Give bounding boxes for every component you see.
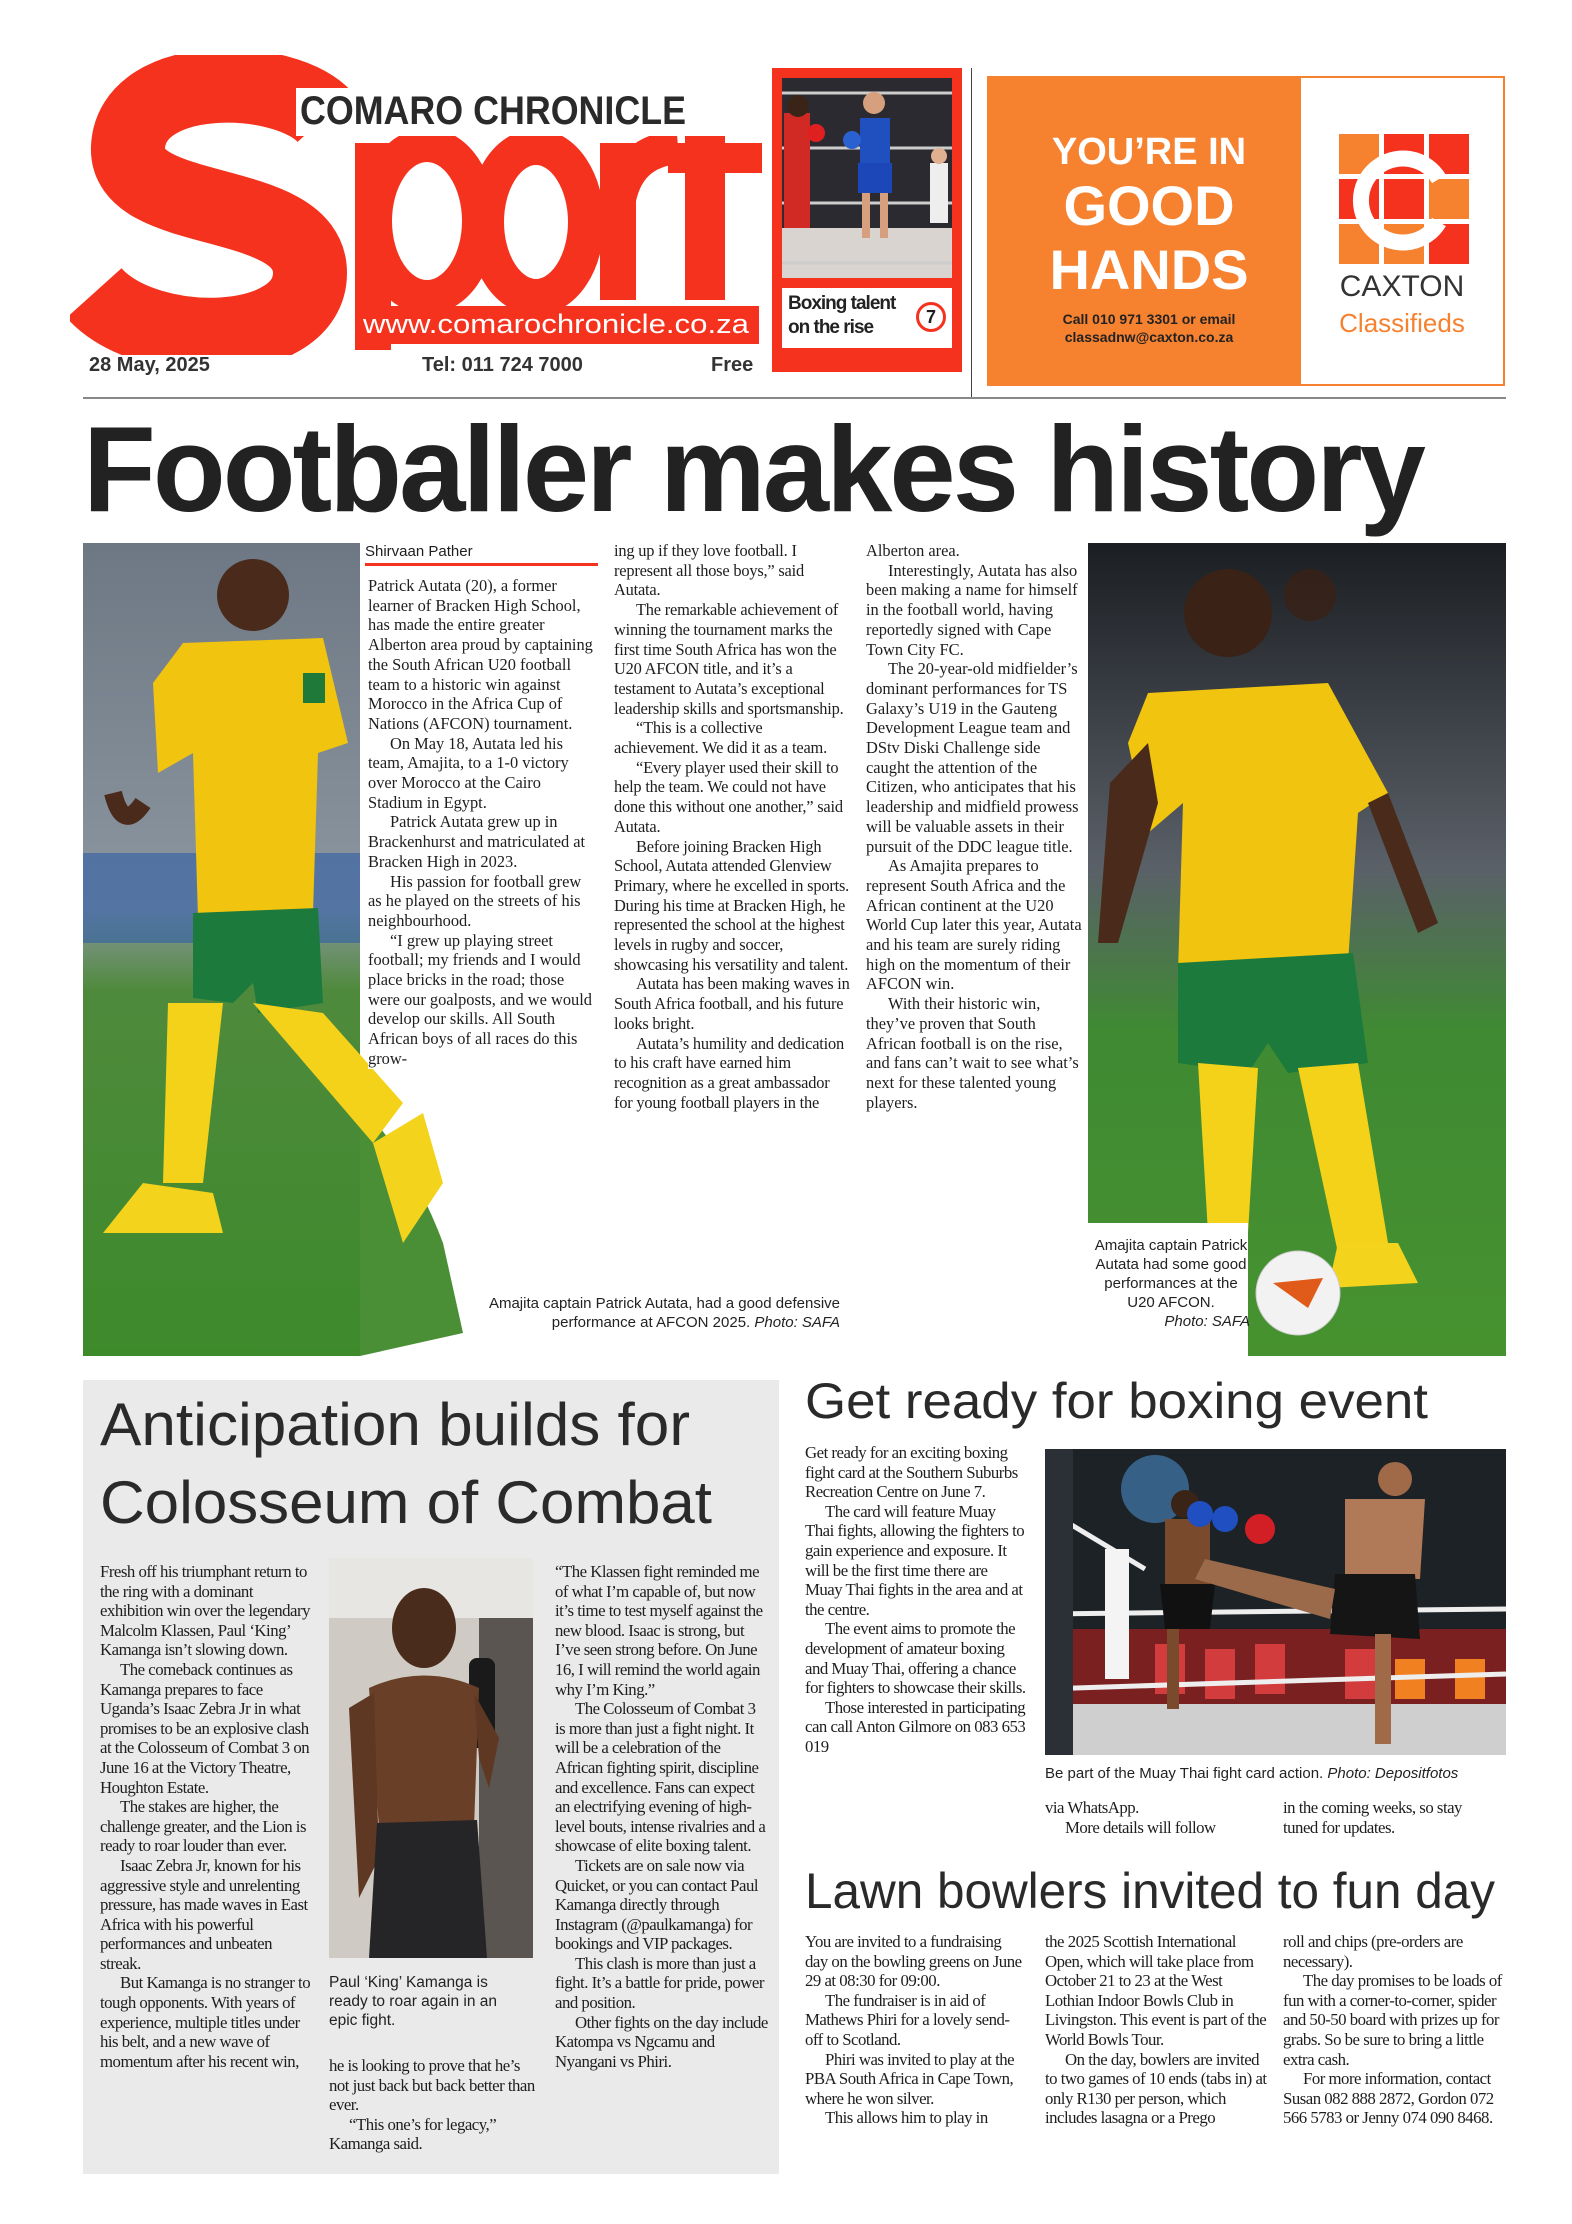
article-paragraph: Autata has been making waves in South Africa football, and his future looks bright.: [614, 974, 850, 1033]
article-paragraph: But Kamanga is no stranger to tough opponents. With years of experience, multiple titles under his belt, and a new wave of momentum after his recent win,: [100, 1973, 311, 2071]
colosseum-headline: [100, 1390, 712, 1546]
kamanga-photo-caption: Paul ‘King’ Kamanga is ready to roar again in an epic fight.: [329, 1974, 498, 2029]
byline: Shirvaan Pather: [365, 543, 473, 560]
colosseum-column-2: [329, 2056, 541, 2154]
article-paragraph: The fundraiser is in aid of Mathews Phiri for a lovely send-off to Scotland.: [805, 1990, 1010, 2049]
lead-column-3: [866, 541, 1088, 1112]
article-paragraph: With their historic win, they’ve proven that South African football is on the rise, and fans can’t wait to see what’s next for these talented young players.: [866, 994, 1079, 1112]
article-paragraph: The event aims to promote the development of amateur boxing and Muay Thai, offering a chance for fighters to showcase their skills.: [805, 1619, 1026, 1698]
caxton-logo-icon: [1339, 134, 1469, 264]
article-paragraph: Those interested in participating can call Anton Gilmore on 083 653 019: [805, 1697, 1026, 1756]
caxton-brand-sub: Classifieds: [1339, 308, 1465, 338]
lead-photo-caption-2: [1092, 1236, 1250, 1331]
ad-line-2: GOOD: [1063, 174, 1235, 237]
article-paragraph: The day promises to be loads of fun with a corner-to-corner, spider and 50-50 board with prizes up for grabs. So be sure to bring a little extra cash.: [1283, 1971, 1502, 2069]
article-paragraph: This allows him to play in: [825, 2108, 988, 2128]
ad-contact-email[interactable]: classadnw@caxton.co.za: [1064, 329, 1234, 345]
bowls-column-2: [1045, 1932, 1267, 2128]
boxing-column-3: [1283, 1798, 1498, 1837]
article-paragraph: “This is a collective achievement. We did it as a team.: [614, 718, 827, 758]
article-paragraph: Autata’s humility and dedication to his craft have earned him recognition as a great ambassador for young football players in the: [614, 1033, 844, 1112]
bowls-headline: Lawn bowlers invited to fun day: [805, 1863, 1495, 1919]
ad-contact-phone: Call 010 971 3301 or email: [1062, 311, 1236, 327]
muay-thai-photo: [1045, 1449, 1506, 1755]
article-paragraph: “I grew up playing street football; my friends and I would place bricks in the road; those were our goalposts, and we would develop our skills. All South African boys of all races do this grow-: [368, 930, 592, 1068]
article-paragraph: The stakes are higher, the challenge greater, and the Lion is ready to roar louder than ever.: [100, 1797, 306, 1856]
caxton-brand: CAXTON: [1339, 270, 1465, 303]
caption-text: Amajita captain Patrick Autata had some good performances at the U20 AFCON.: [1094, 1237, 1248, 1311]
article-paragraph: His passion for football grew as he played on the streets of his neighbourhood.: [368, 871, 582, 930]
masthead-divider: [971, 68, 972, 398]
paper-name-box: [296, 88, 737, 136]
article-paragraph: Isaac Zebra Jr, known for his aggressive style and unrelenting pressure, has made waves in East Africa with his powerful performances and unbeaten streak.: [100, 1855, 308, 1973]
article-paragraph: “This one’s for legacy,” Kamanga said.: [329, 2114, 497, 2154]
article-paragraph: Interestingly, Autata has also been making a name for himself in the football world, having reportedly signed with Cape Town City FC.: [866, 560, 1078, 659]
lead-column-2: [614, 541, 850, 1112]
boxing-teaser-photo: [782, 78, 952, 278]
boxing-headline: Get ready for boxing event: [805, 1373, 1428, 1429]
article-paragraph: The remarkable achievement of winning the tournament marks the first time South Africa has won the U20 AFCON title, and it’s a testament to Autata’s exceptional leadership skills and sportsmanship.: [614, 600, 844, 718]
muay-thai-caption: [1045, 1764, 1515, 1783]
caxton-logo-panel: [1301, 78, 1503, 384]
caption-credit: Photo: SAFA: [754, 1314, 840, 1331]
article-paragraph: “Every player used their skill to help the team. We could not have done this without one another,” said Autata.: [614, 757, 843, 836]
caption-credit: Photo: SAFA: [1164, 1313, 1250, 1330]
article-paragraph: roll and chips (pre-orders are necessary).: [1283, 1932, 1463, 1971]
bowls-column-1: [805, 1932, 1027, 2128]
byline-rule: [365, 563, 598, 566]
caption-text: Be part of the Muay Thai fight card action.: [1045, 1765, 1324, 1782]
article-paragraph: The card will feature Muay Thai fights, allowing the fighters to gain experience and exposure. It will be the first time there are Muay Thai fights in the area and at the centre.: [805, 1501, 1025, 1619]
article-paragraph: via WhatsApp.: [1045, 1798, 1139, 1817]
article-paragraph: For more information, contact Susan 082 888 2872, Gordon 072 566 5783 or Jenny 074 090 8468.: [1283, 2069, 1494, 2128]
article-paragraph: Tickets are on sale now via Quicket, or you can contact Paul Kamanga directly through Instagram (@paulkamanga) for bookings and VIP packages.: [555, 1855, 759, 1954]
article-paragraph: he is looking to prove that he’s not just back but back better than ever.: [329, 2056, 535, 2115]
article-paragraph: in the coming weeks, so stay tuned for updates.: [1283, 1798, 1462, 1837]
teaser-label[interactable]: Boxing talent on the rise: [788, 293, 896, 338]
website-banner[interactable]: [355, 306, 759, 344]
boxing-teaser[interactable]: [772, 68, 962, 372]
paper-name: COMARO CHRONICLE: [300, 89, 686, 133]
lead-column-1: [368, 576, 596, 1069]
article-paragraph: ing up if they love football. I represent all those boys,” said Autata.: [614, 541, 804, 600]
article-paragraph: Phiri was invited to play at the PBA South Africa in Cape Town, where he won silver.: [805, 2049, 1015, 2108]
telephone: Tel: 011 724 7000: [422, 354, 583, 376]
price: Free: [711, 354, 754, 376]
article-paragraph: Before joining Bracken High School, Autata attended Glenview Primary, where he excelled in sports. During his time at Bracken High, he represented the school at the highest levels in rugby and soccer, showcasing his versatility and talent.: [614, 836, 850, 974]
website-url[interactable]: www.comarochronicle.co.za: [363, 309, 749, 339]
colosseum-column-3: [555, 1562, 769, 2071]
caption-text: Amajita captain Patrick Autata, had a good defensive performance at AFCON 2025.: [488, 1295, 840, 1331]
bowls-column-3: [1283, 1932, 1505, 2128]
article-paragraph: “The Klassen fight reminded me of what I’m capable of, but now it’s time to test myself against the new blood. Isaac is strong, but I’ve seen strong before. On June 16, I will remind the world again why I’m King.”: [555, 1562, 763, 1699]
ad-line-3: HANDS: [1049, 238, 1249, 301]
caption-credit: Photo: Depositfotos: [1327, 1765, 1459, 1782]
article-paragraph: The comeback continues as Kamanga prepares to face Uganda’s Isaac Zebra Jr in what promises to be an explosive clash at the Colosseum of Combat 3 on June 16 at the Victory Theatre, Houghton Estate.: [100, 1659, 310, 1797]
kamanga-photo: [329, 1558, 533, 1958]
ad-line-1: YOU’RE IN: [1051, 131, 1247, 173]
masthead-rule: [83, 397, 1506, 399]
colosseum-story: [83, 1380, 779, 2174]
colosseum-column-1: [100, 1562, 314, 2071]
article-paragraph: You are invited to a fundraising day on the bowling greens on June 29 at 08:30 for 09:00.: [805, 1932, 1022, 1991]
lead-photo-caption-1: [470, 1294, 840, 1332]
lead-photo-right: [1088, 543, 1506, 1356]
teaser-page-number: 7: [916, 302, 946, 332]
headline-line-2: Colosseum of Combat: [100, 1469, 712, 1536]
lead-headline: Footballer makes history: [83, 401, 1423, 537]
boxing-column-1: [805, 1443, 1027, 1757]
article-paragraph: Other fights on the day include Katompa vs Ngcamu and Nyangani vs Phiri.: [555, 2012, 768, 2071]
article-paragraph: As Amajita prepares to represent South Africa and the African continent at the U20 World Cup later this year, Autata and his team are surely riding high on the momentum of their AFCON win.: [866, 856, 1082, 994]
article-paragraph: The 20-year-old midfielder’s dominant performances for TS Galaxy’s U19 in the Gauteng Development League team and DStv Diski Challenge side caught the attention of the Citizen, who anticipates that his leadership and midfield prowess will be valuable assets in their pursuit of the DDC league title.: [866, 659, 1079, 856]
issue-date: 28 May, 2025: [89, 354, 210, 376]
article-paragraph: Patrick Autata (20), a former learner of Bracken High School, has made the entire greater Alberton area proud by captaining the South African U20 football team to a historic win against Morocco in the Africa Cup of Nations (AFCON) tournament.: [368, 576, 593, 733]
boxing-column-2: [1045, 1798, 1260, 1837]
article-paragraph: Patrick Autata grew up in Brackenhurst and matriculated at Bracken High in 2023.: [368, 812, 586, 871]
article-paragraph: Fresh off his triumphant return to the ring with a dominant exhibition win over the legendary Malcolm Klassen, Paul ‘King’ Kamanga isn’t slowing down.: [100, 1562, 310, 1660]
article-paragraph: the 2025 Scottish International Open, which will take place from October 21 to 23 at the West Lothian Indoor Bowls Club in Livingston. This event is part of the World Bowls Tour.: [1045, 1932, 1267, 2049]
article-paragraph: On the day, bowlers are invited to two games of 10 ends (tabs in) at only R130 per person, which includes lasagna or a Prego: [1045, 2049, 1267, 2128]
article-paragraph: The Colosseum of Combat 3 is more than just a fight night. It will be a celebration of the African fighting spirit, discipline and excellence. Fans can expect an electrifying evening of high-level bouts, intense rivalries and a showcase of elite boxing talent.: [555, 1699, 766, 1856]
headline-line-1: Anticipation builds for: [100, 1391, 690, 1458]
caxton-advert[interactable]: [987, 76, 1505, 386]
article-paragraph: Get ready for an exciting boxing fight card at the Southern Suburbs Recreation Centre on June 7.: [805, 1443, 1018, 1502]
article-paragraph: On May 18, Autata led his team, Amajita, to a 1-0 victory over Morocco at the Cairo Stadium in Egypt.: [368, 733, 569, 812]
article-paragraph: Alberton area.: [866, 541, 960, 560]
article-paragraph: More details will follow: [1065, 1817, 1216, 1837]
article-paragraph: This clash is more than just a fight. It’s a battle for pride, power and position.: [555, 1953, 764, 2013]
